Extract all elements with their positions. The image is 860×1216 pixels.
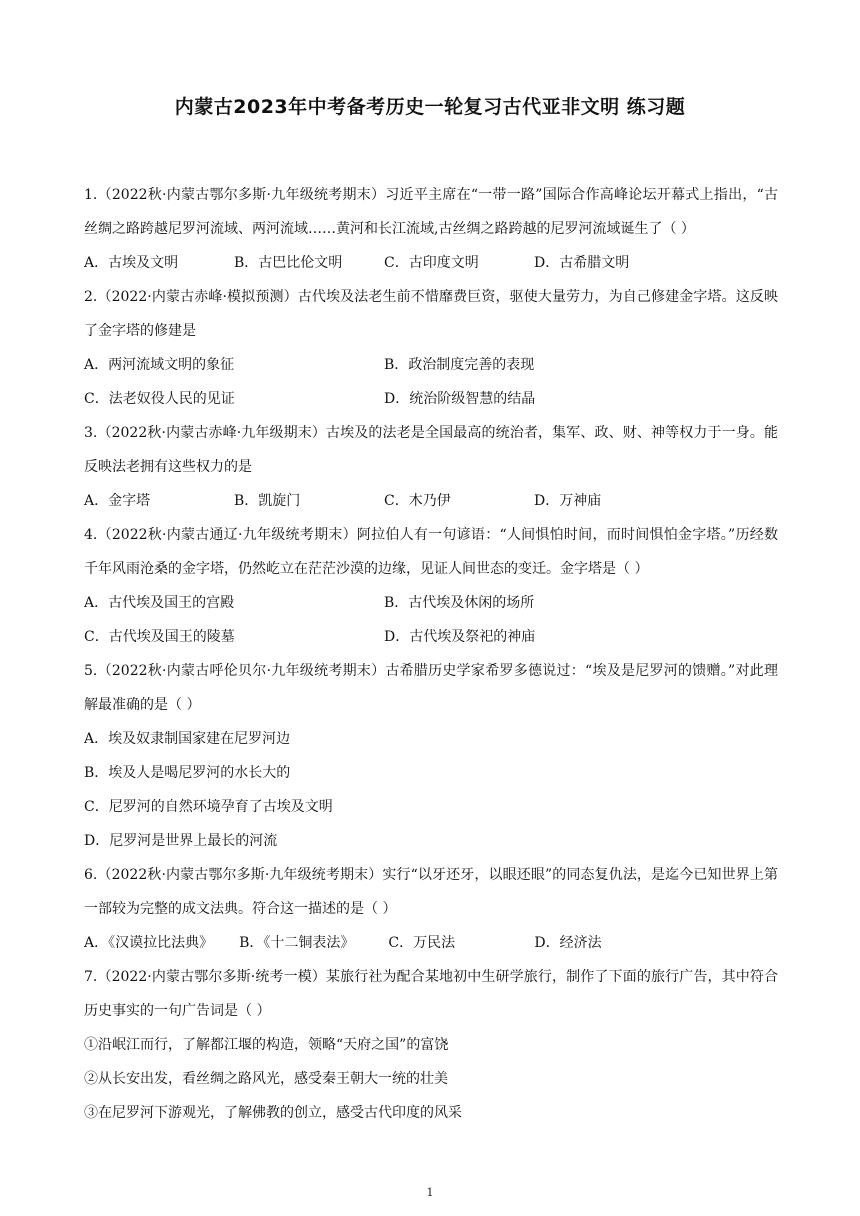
- statement-3: ③在尼罗河下游观光，了解佛教的创立，感受古代印度的风采: [84, 1105, 462, 1121]
- question-6: [84, 858, 778, 960]
- option-row: [84, 926, 778, 960]
- question-1: [84, 178, 778, 280]
- question-stem: 5.（2022秋·内蒙古呼伦贝尔·九年级统考期末）古希腊历史学家希罗多德说过：“埃及是尼罗河的馈赠。”对此理解最准确的是（ ）: [84, 663, 778, 713]
- option-c: C．古印度文明: [384, 255, 479, 271]
- question-list: [84, 178, 778, 1130]
- option-a: A．古埃及文明: [84, 255, 179, 271]
- option-row: [84, 382, 778, 416]
- option-c: C．木乃伊: [384, 493, 451, 509]
- option-c: C．尼罗河的自然环境孕育了古埃及文明: [84, 799, 333, 815]
- question-stem: 6.（2022秋·内蒙古鄂尔多斯·九年级统考期末）实行“以牙还牙，以眼还眼”的同态复仇法，是迄今已知世界上第一部较为完整的成文法典。符合这一描述的是（ ）: [84, 867, 778, 917]
- option-d: D．古希腊文明: [534, 255, 630, 271]
- option-a: A．两河流域文明的象征: [84, 357, 235, 373]
- option-b: B．古巴比伦文明: [234, 255, 343, 271]
- option-a: A．埃及奴隶制国家建在尼罗河边: [84, 731, 291, 747]
- option-row: [84, 620, 778, 654]
- option-row: [84, 586, 778, 620]
- question-stem: 2.（2022·内蒙古赤峰·模拟预测）古代埃及法老生前不惜靡费巨资，驱使大量劳力，为自己修建金字塔。这反映了金字塔的修建是: [84, 289, 778, 339]
- option-d: D．万神庙: [534, 493, 602, 509]
- question-5: [84, 654, 778, 858]
- option-a: A．《汉谟拉比法典》: [84, 935, 214, 951]
- option-a: A．古代埃及国王的宫殿: [84, 595, 235, 611]
- option-c: C．法老奴役人民的见证: [84, 391, 235, 407]
- option-b: B．古代埃及休闲的场所: [384, 595, 535, 611]
- option-b: B．凯旋门: [234, 493, 301, 509]
- question-3: [84, 416, 778, 518]
- option-b: B．埃及人是喝尼罗河的水长大的: [84, 765, 291, 781]
- option-d: D．古代埃及祭祀的神庙: [384, 629, 536, 645]
- option-row: [84, 348, 778, 382]
- option-b: B．《十二铜表法》: [239, 935, 355, 951]
- question-stem: 1.（2022秋·内蒙古鄂尔多斯·九年级统考期末）习近平主席在“一带一路”国际合作高峰论坛开幕式上指出，“古丝绸之路跨越尼罗河流域、两河流域……黄河和长江流域,古丝绸之路跨越的尼罗河流域诞生了（ ）: [84, 187, 778, 237]
- question-stem: 3.（2022秋·内蒙古赤峰·九年级期末）古埃及的法老是全国最高的统治者，集军、政、财、神等权力于一身。能反映法老拥有这些权力的是: [84, 425, 778, 475]
- option-a: A．金字塔: [84, 493, 151, 509]
- option-c: C．古代埃及国王的陵墓: [84, 629, 235, 645]
- option-d: D．统治阶级智慧的结晶: [384, 391, 536, 407]
- option-row: [84, 246, 778, 280]
- option-d: D．尼罗河是世界上最长的河流: [84, 833, 278, 849]
- statement-2: ②从长安出发，看丝绸之路风光，感受秦王朝大一统的壮美: [84, 1071, 448, 1087]
- statement-1: ①沿岷江而行，了解都江堰的构造，领略“天府之国”的富饶: [84, 1037, 449, 1053]
- option-row: [84, 484, 778, 518]
- question-2: [84, 280, 778, 416]
- question-7: [84, 960, 778, 1130]
- question-stem: 7.（2022·内蒙古鄂尔多斯·统考一模）某旅行社为配合某地初中生研学旅行，制作了下面的旅行广告，其中符合历史事实的一句广告词是（ ）: [84, 969, 778, 1019]
- page-number: 1: [426, 1186, 434, 1199]
- option-b: B．政治制度完善的表现: [384, 357, 535, 373]
- option-d: D．经济法: [534, 935, 602, 951]
- question-4: [84, 518, 778, 654]
- question-stem: 4.（2022秋·内蒙古通辽·九年级统考期末）阿拉伯人有一句谚语：“人间惧怕时间，而时间惧怕金字塔。”历经数千年风雨沧桑的金字塔，仍然屹立在茫茫沙漠的边缘，见证人间世态的变迁。金字塔是（ ）: [84, 527, 778, 577]
- document-title: 内蒙古2023年中考备考历史一轮复习古代亚非文明 练习题: [174, 96, 686, 118]
- option-c: C．万民法: [388, 935, 456, 951]
